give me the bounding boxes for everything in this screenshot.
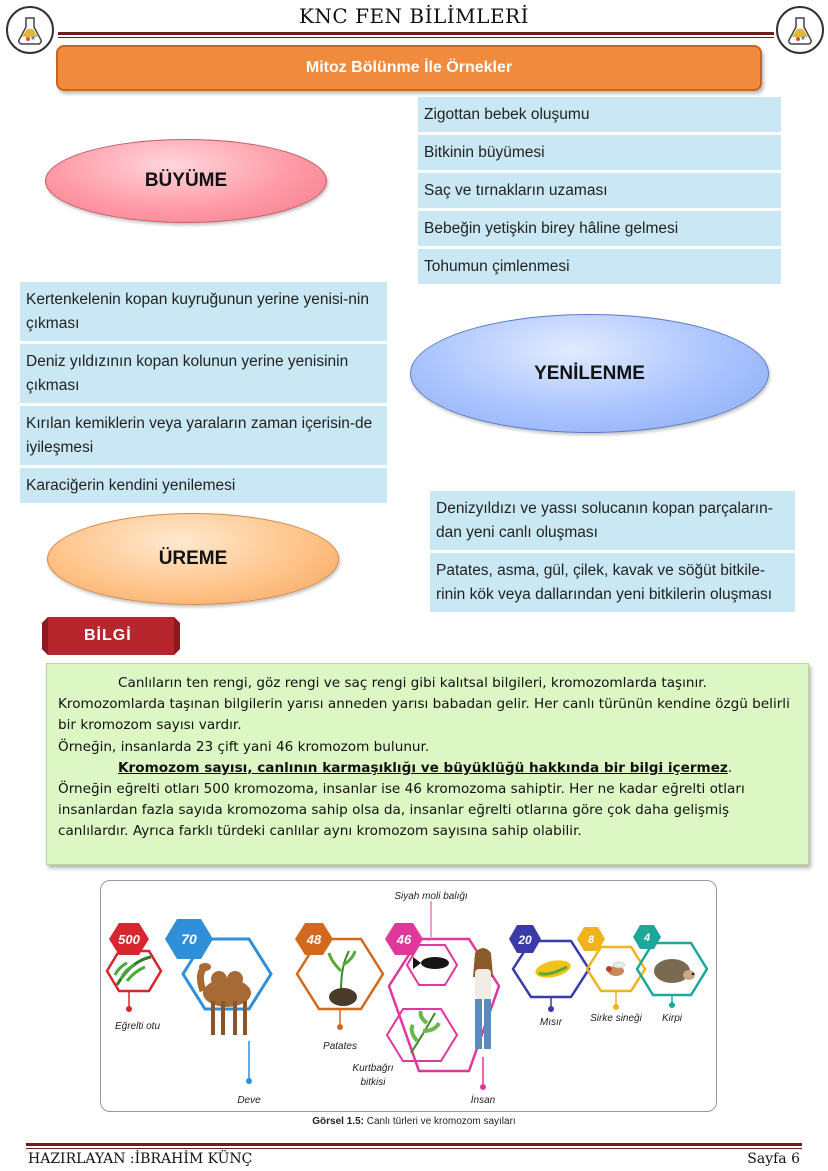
info-emphasis-line: Kromozom sayısı, canlının karmaşıklığı ve büyüklüğü hakkında bir bilgi içermez. [118, 759, 733, 776]
bilgi-tab [40, 617, 180, 655]
list-item: Karaciğerin kendini yenilemesi [20, 468, 387, 503]
connector-dot [669, 1002, 675, 1008]
corn-icon [534, 957, 573, 980]
footer-rule-thick [26, 1143, 802, 1146]
hedgehog-count: 4 [643, 932, 651, 944]
corn-count: 20 [518, 933, 532, 947]
chromosome-figure [100, 880, 717, 1112]
header-rule-thick [58, 32, 774, 35]
fern-hex-outline [107, 951, 161, 991]
ureme-examples-list [430, 491, 795, 612]
fish-label: Siyah moli balığı [394, 891, 468, 902]
fly-count: 8 [587, 934, 595, 946]
list-item: Zigottan bebek oluşumu [418, 97, 781, 132]
buyume-ellipse: BÜYÜME [45, 139, 327, 223]
corn-label: Mısır [539, 1017, 563, 1028]
figure-caption [0, 1116, 828, 1127]
figure-caption-label: Görsel 1.5: [312, 1116, 364, 1127]
page-header-title: KNC FEN BİLİMLERİ [298, 4, 530, 28]
footer-rule-thin [26, 1148, 802, 1149]
kurtbagri-label-line2: bitkisi [360, 1077, 386, 1088]
footer-author: HAZIRLAYAN :İBRAHİM KÜNÇ [28, 1151, 253, 1167]
chromosome-figure-graphic [101, 881, 716, 1111]
buyume-examples-list [418, 97, 781, 284]
hedgehog-label: Kirpi [661, 1013, 683, 1024]
connector-dot [480, 1084, 486, 1090]
fern-icon [115, 957, 151, 985]
black-molly-fish-icon [413, 957, 449, 969]
ureme-ellipse: ÜREME [47, 513, 339, 605]
list-item: Bitkinin büyümesi [418, 135, 781, 170]
list-item: Tohumun çimlenmesi [418, 249, 781, 284]
camel-label: Deve [237, 1095, 261, 1106]
fly-label: Sirke sineği [590, 1013, 642, 1024]
info-paragraph: Canlıların ten rengi, göz rengi ve saç rengi gibi kalıtsal bilgileri, kromozomlarda taşınır. [118, 675, 707, 691]
yenilenme-ellipse: YENİLENME [410, 314, 769, 433]
bilgi-label: BİLGİ [84, 627, 132, 644]
header-rule-thin [58, 37, 774, 38]
connector-dot [613, 1004, 619, 1010]
potato-label: Patates [323, 1041, 357, 1052]
human-count: 46 [396, 932, 412, 947]
camel-count: 70 [181, 931, 197, 947]
fern-label: Eğrelti otu [115, 1021, 161, 1032]
info-paragraph: Kromozomlarda taşınan bilgilerin yarısı anneden yarısı babadan gelir. Her canlı türünün kendine özgü belirli bir kromozom sayısı vardır. [58, 696, 790, 734]
list-item: Bebeğin yetişkin birey hâline gelmesi [418, 211, 781, 246]
list-item: Patates, asma, gül, çilek, kavak ve söğüt bitkile-rinin kök veya dallarından yeni bitkilerin oluşması [430, 553, 795, 612]
info-box [46, 663, 809, 865]
info-emphasis: Kromozom sayısı, canlının karmaşıklığı ve büyüklüğü hakkında bir bilgi içermez [118, 759, 728, 776]
kurtbagri-plant-icon [411, 1011, 439, 1053]
potato-count: 48 [306, 932, 322, 947]
info-paragraph: Örneğin eğrelti otları 500 kromozoma, insanlar ise 46 kromozoma sahiptir. Her ne kadar eğrelti otları insanlardan fazla sayıda kromozoma sahip olsa da, insanlar eğrelti otlarına göre çok daha gelişmiş canlılardır. Ayrıca farklı türdeki canlılar aynı kromozom sayısına sahip olabilir. [58, 781, 745, 840]
list-item: Denizyıldızı ve yassı solucanın kopan parçaların-dan yeni canlı oluşması [430, 491, 795, 550]
figure-caption-text: Canlı türleri ve kromozom sayıları [366, 1116, 516, 1127]
connector-dot [246, 1078, 252, 1084]
connector-dot [337, 1024, 343, 1030]
list-item: Saç ve tırnakların uzaması [418, 173, 781, 208]
potato-plant-icon [329, 951, 357, 1006]
fruit-fly-icon [606, 962, 625, 976]
fern-count: 500 [118, 932, 140, 947]
connector-dot [548, 1006, 554, 1012]
kurtbagri-label-line1: Kurtbağrı [352, 1063, 394, 1074]
page-number: Sayfa 6 [747, 1151, 800, 1167]
list-item: Kırılan kemiklerin veya yaraların zaman içerisin-de iyileşmesi [20, 406, 387, 465]
hedgehog-icon [654, 959, 695, 983]
yenilenme-examples-list [20, 282, 387, 503]
camel-icon [199, 963, 251, 1035]
list-item: Deniz yıldızının kopan kolunun yerine yenisinin çıkması [20, 344, 387, 403]
list-item: Kertenkelenin kopan kuyruğunun yerine yenisi-nin çıkması [20, 282, 387, 341]
connector-dot [126, 1006, 132, 1012]
info-paragraph: Örneğin, insanlarda 23 çift yani 46 kromozom bulunur. [58, 738, 430, 755]
human-label: İnsan [470, 1095, 496, 1106]
topic-banner: Mitoz Bölünme İle Örnekler [56, 45, 762, 91]
